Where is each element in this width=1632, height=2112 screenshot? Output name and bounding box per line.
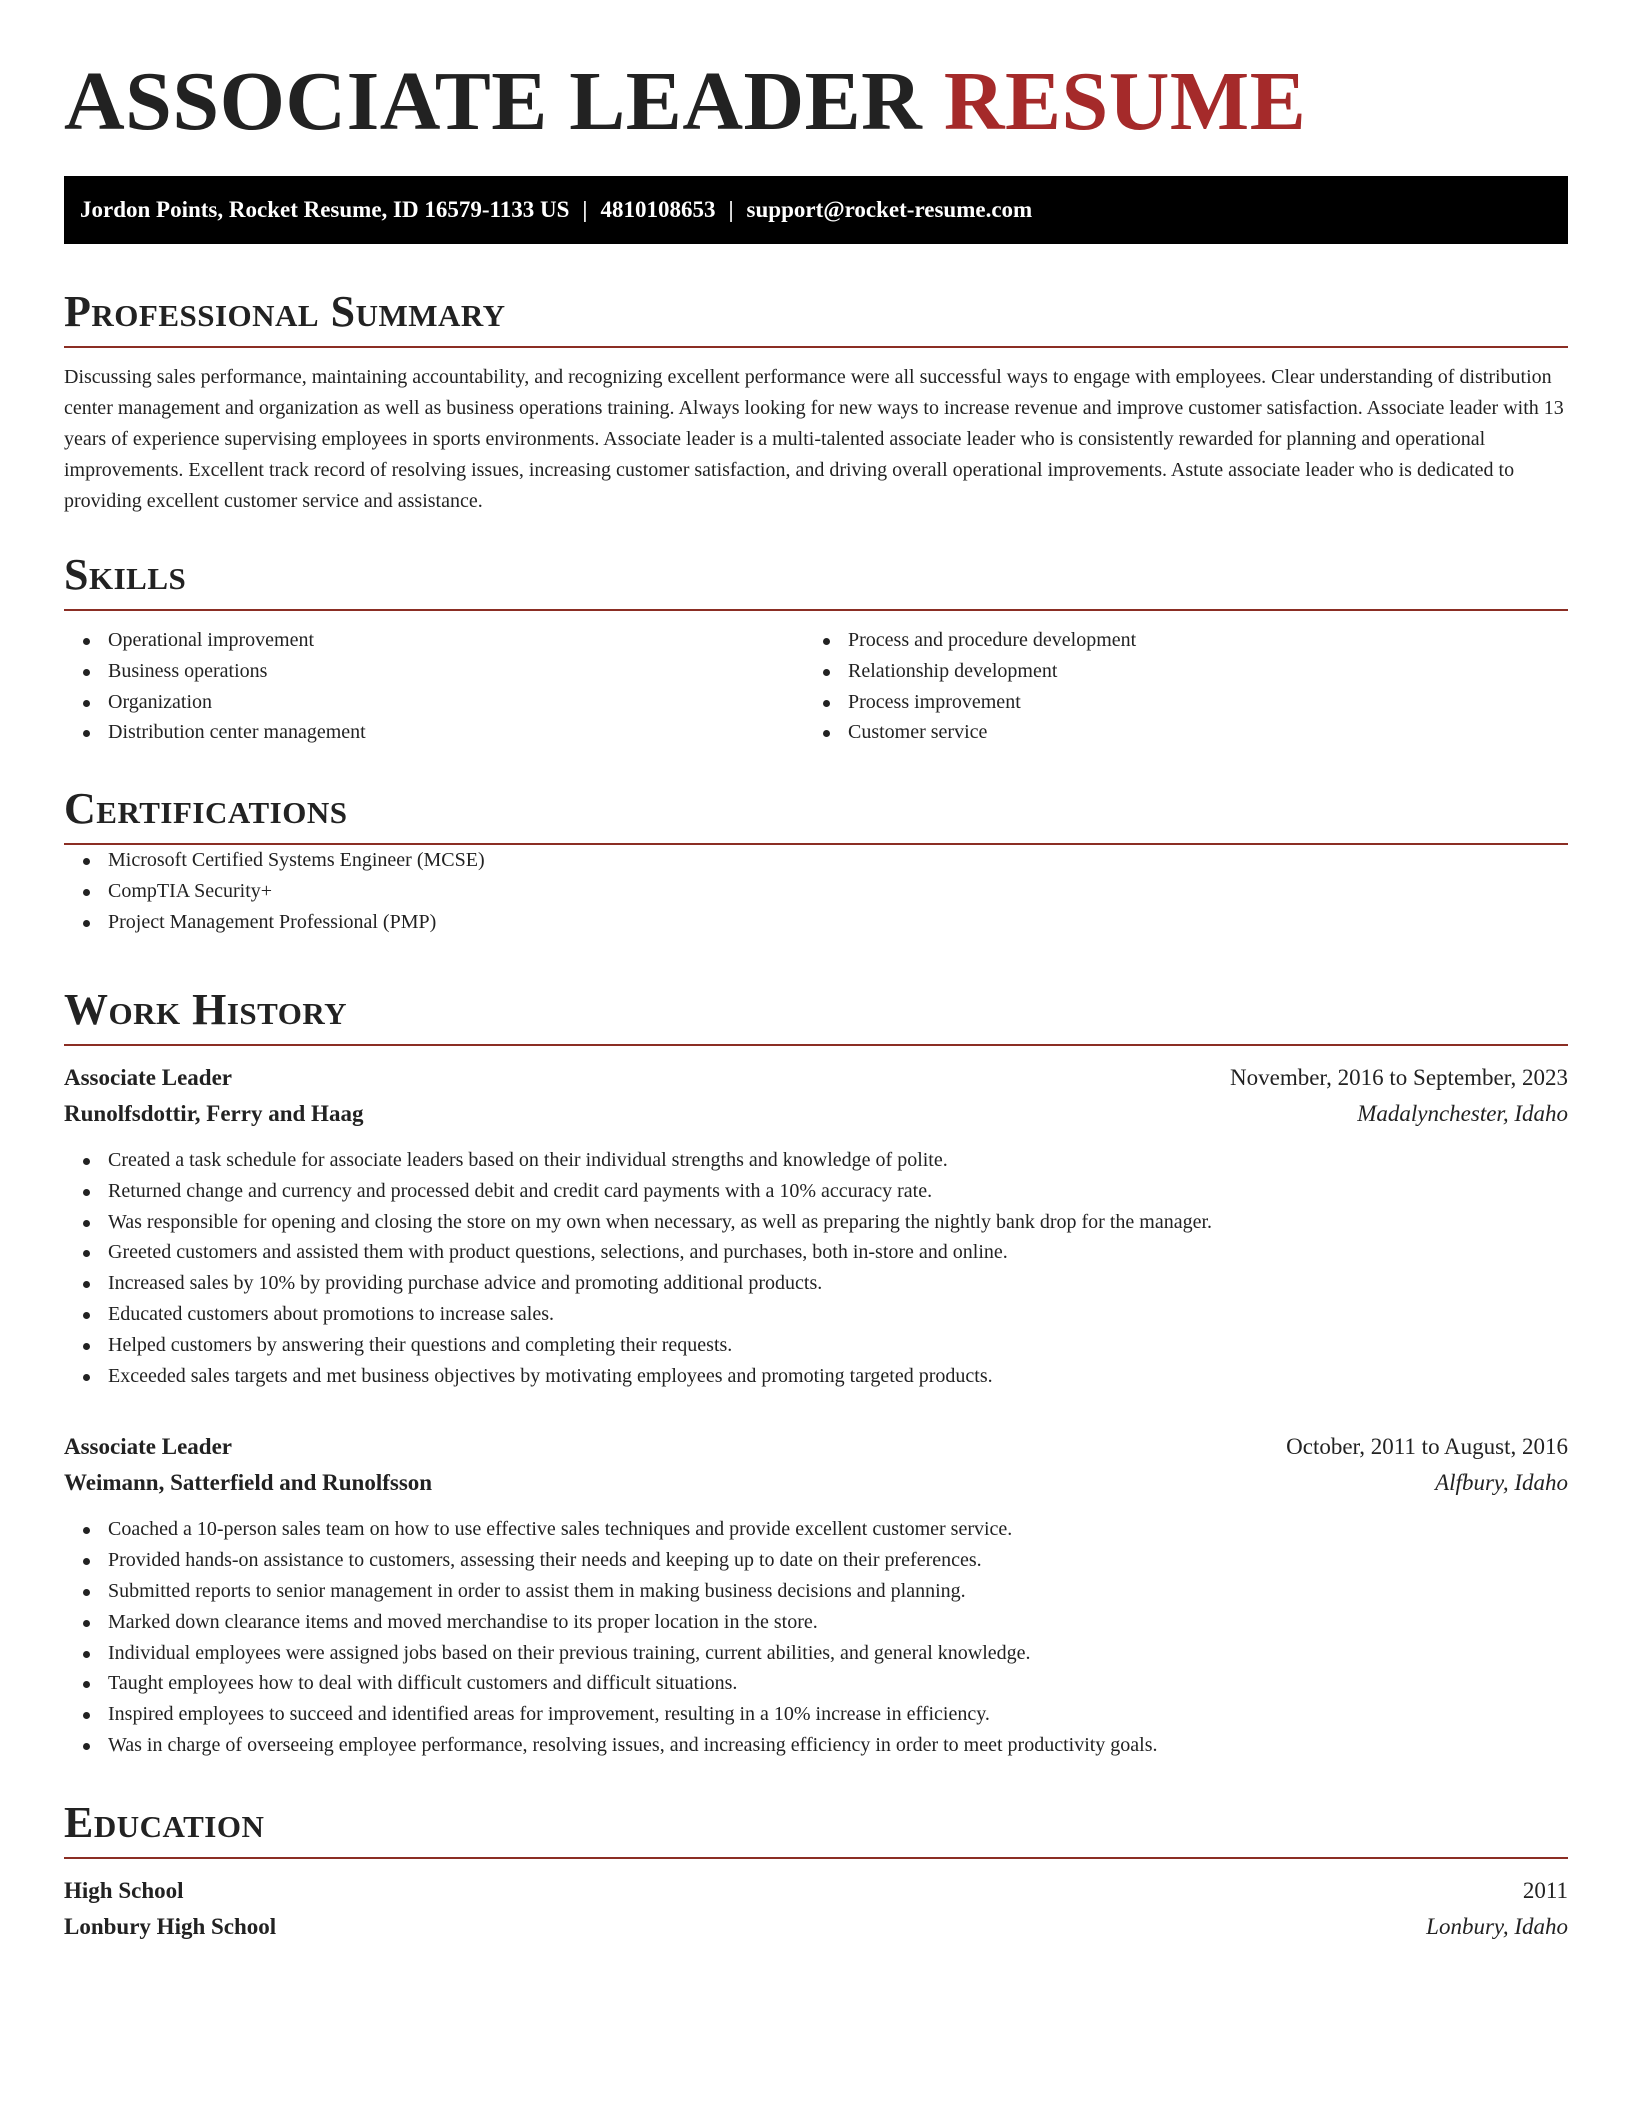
job-bullet: Helped customers by answering their questions and completing their requests. [64,1330,1568,1361]
skill-item: Organization [64,687,804,718]
job-company: Runolfsdottir, Ferry and Haag [64,1101,364,1126]
work-history-heading: Work History [64,982,1568,1046]
skills-list-right [804,625,1544,748]
job-dates: November, 2016 to September, 2023 [1230,1065,1568,1090]
certifications-section [64,781,1568,937]
skills-list-left [64,625,804,748]
contact-phone[interactable]: 4810108653 [600,197,716,222]
education-heading: Education [64,1795,1568,1859]
resume-title [64,52,1306,152]
job-bullet: Exceeded sales targets and met business objectives by motivating employees and promoting targeted products. [64,1361,1568,1392]
job-bullet: Taught employees how to deal with difficult customers and difficult situations. [64,1668,1568,1699]
job-company: Weimann, Satterfield and Runolfsson [64,1470,433,1496]
summary-heading: Professional Summary [64,284,1568,348]
education-school: Lonbury High School [64,1914,277,1939]
education-year: 2011 [1522,1878,1568,1903]
job-title: Associate Leader [64,1065,232,1090]
work-history-section [64,982,1568,1761]
skills-columns [64,625,1568,748]
job-bullets [64,1145,1568,1391]
education-section [64,1795,1568,1945]
skill-item: Process and procedure development [804,625,1544,656]
job-bullet: Educated customers about promotions to increase sales. [64,1299,1568,1330]
skill-item: Customer service [804,717,1544,748]
contact-separator: | [582,197,588,222]
job-bullets [64,1514,1568,1760]
job-header [64,1429,1568,1465]
education-subheader [64,1909,1568,1945]
job-bullet: Was in charge of overseeing employee performance, resolving issues, and increasing efficiency in order to meet productivity goals. [64,1730,1568,1761]
summary-section [64,284,1568,517]
certifications-list [64,845,1568,937]
job-bullet: Greeted customers and assisted them with product questions, selections, and purchases, both in-store and online. [64,1237,1568,1268]
certification-item: Microsoft Certified Systems Engineer (MCSE) [64,845,1568,876]
job-entry [64,1429,1568,1760]
job-bullet: Provided hands-on assistance to customers, assessing their needs and keeping up to date on their preferences. [64,1545,1568,1576]
job-bullet: Increased sales by 10% by providing purchase advice and promoting additional products. [64,1268,1568,1299]
certifications-heading: Certifications [64,781,1568,845]
education-header [64,1873,1568,1909]
contact-separator: | [728,197,734,222]
job-bullet: Was responsible for opening and closing the store on my own when necessary, as well as preparing the nightly bank drop for the manager. [64,1207,1568,1238]
job-entry [64,1060,1568,1391]
job-bullet: Created a task schedule for associate leaders based on their individual strengths and knowledge of polite. [64,1145,1568,1176]
job-bullet: Returned change and currency and processed debit and credit card payments with a 10% accuracy rate. [64,1176,1568,1207]
skill-item: Distribution center management [64,717,804,748]
skill-item: Relationship development [804,656,1544,687]
skills-section [64,547,1568,748]
summary-text: Discussing sales performance, maintaining accountability, and recognizing excellent performance were all successful ways to engage with employees. Clear understanding of distribution center management and organization as well as business operations training. Always looking for new ways to increase revenue and improve customer satisfaction. Associate leader with 13 years of experience supervising employees in sports environments. Associate leader is a multi-talented associate leader who is consistently rewarded for planning and operational improvements. Excellent track record of resolving issues, increasing customer satisfaction, and driving overall operational improvements. Astute associate leader who is dedicated to providing excellent customer service and assistance. [64,366,1564,512]
title-main: ASSOCIATE LEADER [64,55,923,148]
job-bullet: Marked down clearance items and moved merchandise to its proper location in the store. [64,1607,1568,1638]
contact-email[interactable]: support@rocket-resume.com [746,197,1033,222]
job-bullet: Coached a 10-person sales team on how to use effective sales techniques and provide excellent customer service. [64,1514,1568,1545]
job-subheader [64,1465,1568,1501]
education-degree: High School [64,1878,184,1903]
job-bullet: Submitted reports to senior management in order to assist them in making business decisions and planning. [64,1576,1568,1607]
job-bullet: Inspired employees to succeed and identified areas for improvement, resulting in a 10% increase in efficiency. [64,1699,1568,1730]
job-header [64,1060,1568,1096]
job-subheader [64,1096,1568,1132]
skill-item: Business operations [64,656,804,687]
certification-item: Project Management Professional (PMP) [64,907,1568,938]
certification-item: CompTIA Security+ [64,876,1568,907]
job-location: Madalynchester, Idaho [1357,1101,1568,1126]
title-accent: RESUME [943,55,1307,148]
education-location: Lonbury, Idaho [1426,1914,1568,1939]
job-bullet: Individual employees were assigned jobs based on their previous training, current abilities, and general knowledge. [64,1638,1568,1669]
job-dates: October, 2011 to August, 2016 [1286,1434,1568,1460]
job-title: Associate Leader [64,1434,232,1460]
skill-item: Process improvement [804,687,1544,718]
job-location: Alfbury, Idaho [1435,1470,1568,1496]
contact-address: Jordon Points, Rocket Resume, ID 16579-1133 US [80,197,570,222]
contact-bar [64,176,1568,244]
skills-heading: Skills [64,547,1568,611]
skill-item: Operational improvement [64,625,804,656]
education-entry [64,1873,1568,1945]
